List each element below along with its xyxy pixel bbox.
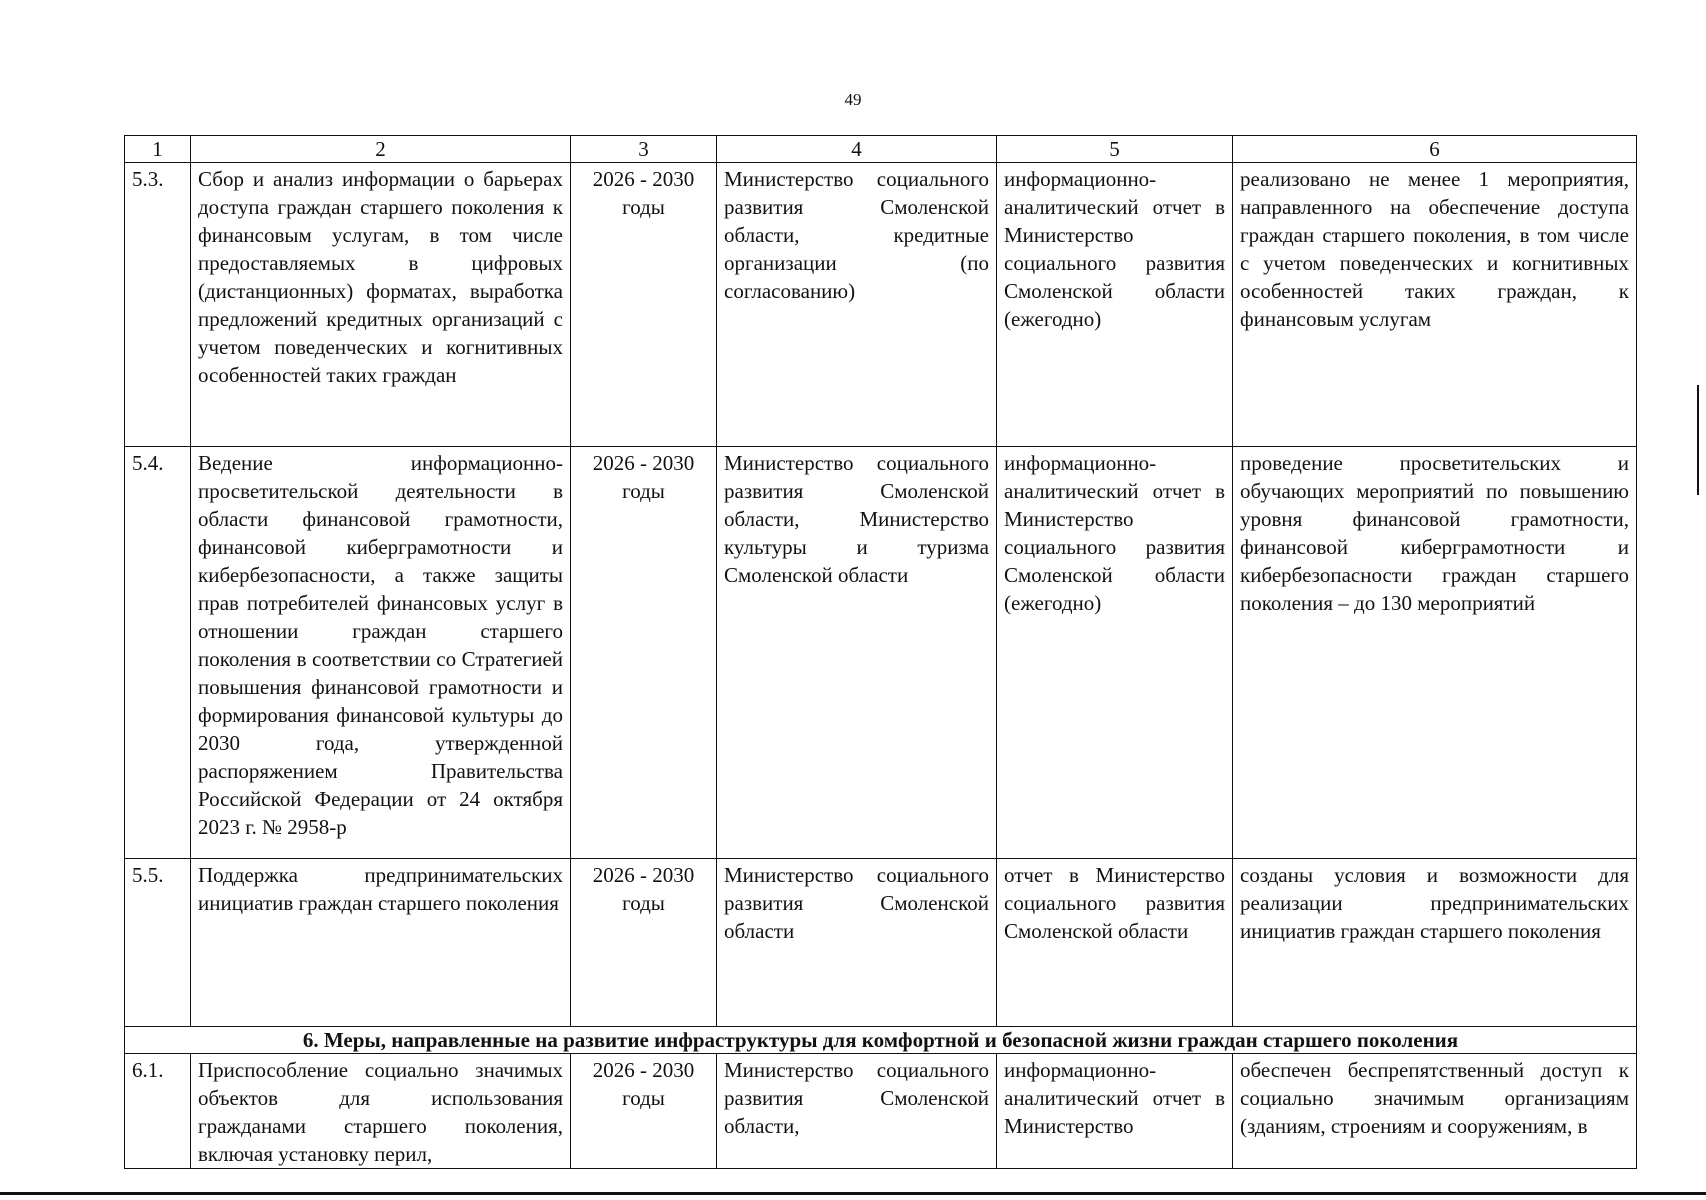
row-number: 5.3. <box>125 163 191 447</box>
column-header: 1 <box>125 136 191 163</box>
measures-table <box>124 135 1637 1169</box>
result-cell: созданы условия и возможности для реализации предпринимательских инициатив граждан старшего поколения <box>1233 859 1637 1027</box>
page-bottom-edge <box>0 1192 1706 1195</box>
report-cell: информационно-аналитический отчет в Министерство социального развития Смоленской области (ежегодно) <box>997 447 1233 859</box>
table-row-5-4 <box>125 447 1637 859</box>
executors-cell: Министерство социального развития Смоленской области, Министерство культуры и туризма Смоленской области <box>717 447 997 859</box>
row-number: 5.5. <box>125 859 191 1027</box>
period-cell: 2026 - 2030 годы <box>571 447 717 859</box>
measure-cell: Поддержка предпринимательских инициатив граждан старшего поколения <box>191 859 571 1027</box>
column-header: 4 <box>717 136 997 163</box>
scan-margin-mark <box>1697 385 1699 495</box>
period-cell: 2026 - 2030 годы <box>571 1054 717 1169</box>
report-cell: отчет в Министерство социального развития Смоленской области <box>997 859 1233 1027</box>
measure-cell: Ведение информационно-просветительской деятельности в области финансовой грамотности, финансовой киберграмотности и кибербезопасности, а также защиты прав потребителей финансовых услуг в отношении граждан старшего поколения в соответствии со Стратегией повышения финансовой грамотности и формирования финансовой культуры до 2030 года, утвержденной распоряжением Правительства Российской Федерации от 24 октября 2023 г. № 2958-р <box>191 447 571 859</box>
column-number-row <box>125 136 1637 163</box>
measure-cell: Приспособление социально значимых объектов для использования гражданами старшего поколения, включая установку перил, <box>191 1054 571 1169</box>
result-cell: реализовано не менее 1 мероприятия, направленного на обеспечение доступа граждан старшего поколения, в том числе с учетом поведенческих и когнитивных особенностей таких граждан, к финансовым услугам <box>1233 163 1637 447</box>
executors-cell: Министерство социального развития Смоленской области, <box>717 1054 997 1169</box>
report-cell: информационно-аналитический отчет в Министерство <box>997 1054 1233 1169</box>
section-header-row <box>125 1027 1637 1054</box>
section-title: 6. Меры, направленные на развитие инфраструктуры для комфортной и безопасной жизни граждан старшего поколения <box>125 1027 1637 1054</box>
column-header: 6 <box>1233 136 1637 163</box>
column-header: 5 <box>997 136 1233 163</box>
column-header: 2 <box>191 136 571 163</box>
executors-cell: Министерство социального развития Смоленской области, кредитные организации (по согласованию) <box>717 163 997 447</box>
page-number: 49 <box>844 90 862 109</box>
measure-cell: Сбор и анализ информации о барьерах доступа граждан старшего поколения к финансовым услугам, в том числе предоставляемых в цифровых (дистанционных) форматах, выработка предложений кредитных организаций с учетом поведенческих и когнитивных особенностей таких граждан <box>191 163 571 447</box>
period-cell: 2026 - 2030 годы <box>571 163 717 447</box>
row-number: 5.4. <box>125 447 191 859</box>
result-cell: обеспечен беспрепятственный доступ к социально значимым организациям (зданиям, строениям и сооружениям, в <box>1233 1054 1637 1169</box>
report-cell: информационно-аналитический отчет в Министерство социального развития Смоленской области (ежегодно) <box>997 163 1233 447</box>
result-cell: проведение просветительских и обучающих мероприятий по повышению уровня финансовой грамотности, финансовой киберграмотности и кибербезопасности граждан старшего поколения – до 130 мероприятий <box>1233 447 1637 859</box>
table-row-5-5 <box>125 859 1637 1027</box>
table-row-6-1 <box>125 1054 1637 1169</box>
column-header: 3 <box>571 136 717 163</box>
period-cell: 2026 - 2030 годы <box>571 859 717 1027</box>
executors-cell: Министерство социального развития Смоленской области <box>717 859 997 1027</box>
table-row-5-3 <box>125 163 1637 447</box>
row-number: 6.1. <box>125 1054 191 1169</box>
